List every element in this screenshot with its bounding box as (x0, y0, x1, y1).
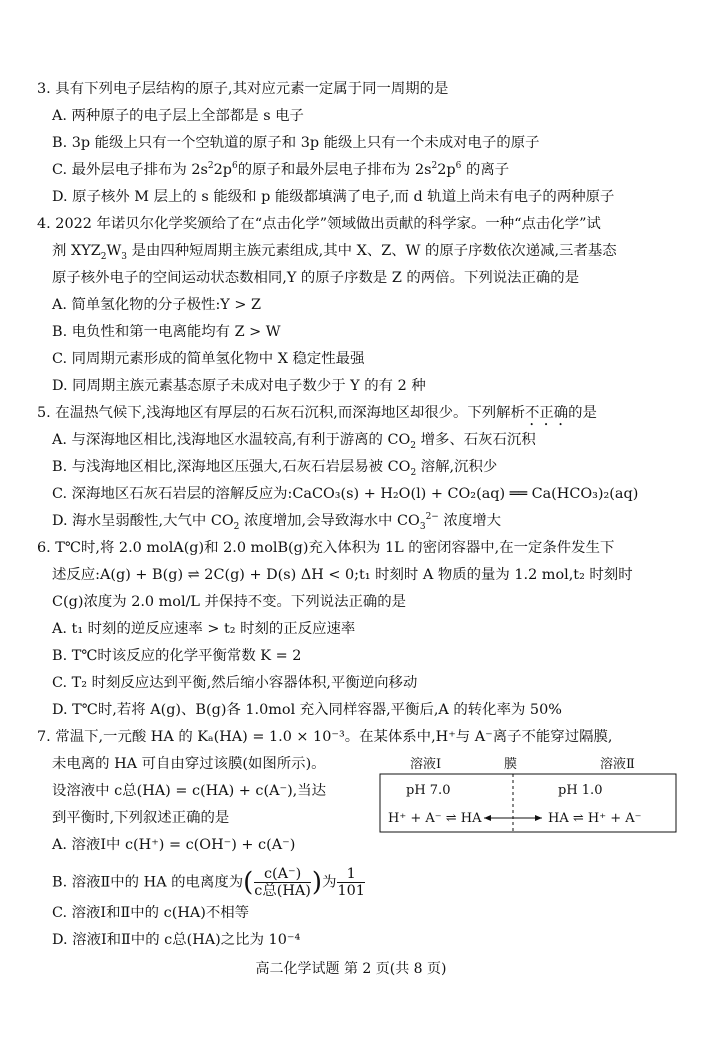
arrow-left-head (484, 815, 491, 821)
q6-stem-line2: 述反应:A(g) + B(g) ⇌ 2C(g) + D(s) ΔH < 0;t₁ 时刻时 A 物质的量为 1.2 mol,t₂ 时刻时 (52, 567, 633, 583)
q3-stem: 3. 具有下列电子层结构的原子,其对应元素一定属于同一周期的是 (37, 81, 449, 97)
arrow-right-head (535, 815, 542, 821)
q6-option-d: D. T℃时,若将 A(g)、B(g)各 1.0mol 充入同样容器,平衡后,A 的转化率为 50% (52, 702, 562, 718)
ionization-fraction: $\frac{c(A^-)}{\text{c总(HA)}}$ (254, 866, 311, 899)
membrane-diagram (378, 752, 678, 834)
diagram-equation2: HA ⇌ H⁺ + A⁻ (548, 811, 642, 826)
q7-option-c: C. 溶液Ⅰ和Ⅱ中的 c(HA)不相等 (52, 905, 250, 921)
q5-stem: 5. 在温热气候下,浅海地区有厚层的石灰石沉积,而深海地区却很少。下列解析不正确的是 (37, 405, 597, 421)
q3-option-c: C. 最外层电子排布为 $2s^22p^6$的原子和最外层电子排布为 $2s^22p^6$ 的离子 (52, 161, 510, 178)
q3-option-a: A. 两种原子的电子层上全部都是 s 电子 (52, 108, 304, 124)
q6-option-b: B. T℃时该反应的化学平衡常数 K = 2 (52, 648, 302, 664)
q5-option-b: B. 与浅海地区相比,深海地区压强大,石灰石岩层易被 $CO_2$ 溶解,沉积少 (52, 459, 498, 478)
q4-option-b: B. 电负性和第一电离能均有 Z > W (52, 324, 281, 340)
q6-option-c: C. T₂ 时刻反应达到平衡,然后缩小容器体积,平衡逆向移动 (52, 675, 418, 691)
q7-option-a: A. 溶液Ⅰ中 c(H⁺) = c(OH⁻) + c(A⁻) (52, 837, 296, 853)
q5-option-a: A. 与深海地区相比,浅海地区水温较高,有利于游离的 $CO_2$ 增多、石灰石沉积 (52, 432, 536, 451)
q7-stem-line1: 7. 常温下,一元酸 HA 的 Kₐ(HA) = 1.0 × 10⁻³。在某体系中,H⁺与 A⁻离子不能穿过隔膜, (37, 729, 613, 745)
q4-option-d: D. 同周期主族元素基态原子未成对电子数少于 Y 的有 2 种 (52, 378, 426, 394)
diagram-solution1-label: 溶液Ⅰ (410, 757, 442, 772)
q3-option-d: D. 原子核外 M 层上的 s 能级和 p 能级都填满了电子,而 d 轨道上尚未有电子的两种原子 (52, 189, 615, 205)
q4-stem-line2: 剂 $XYZ_2W_3$ 是由四种短周期主族元素组成,其中 X、Z、W 的原子序数依次递减,三者基态 (52, 243, 617, 262)
page-footer: 高二化学试题 第 2 页(共 8 页) (255, 961, 447, 977)
q5-option-c: C. 深海地区石灰石岩层的溶解反应为:CaCO₃(s) + H₂O(l) + CO₂(aq) ══ Ca(HCO₃)₂(aq) (52, 486, 639, 502)
q7-stem-line4: 到平衡时,下列叙述正确的是 (52, 810, 230, 826)
q7-stem-line2: 未电离的 HA 可自由穿过该膜(如图所示)。 (52, 756, 326, 772)
q7-option-d: D. 溶液Ⅰ和Ⅱ中的 c总(HA)之比为 10⁻⁴ (52, 932, 301, 948)
diagram-ph2: pH 1.0 (558, 783, 603, 798)
diagram-ph1: pH 7.0 (406, 783, 451, 798)
emphasis-text: 不正确 (524, 405, 569, 421)
q4-stem-line3: 原子核外电子的空间运动状态数相同,Y 的原子序数是 Z 的两倍。下列说法正确的是 (52, 270, 580, 286)
q7-stem-line3: 设溶液中 c总(HA) = c(HA) + c(A⁻),当达 (52, 783, 327, 799)
q7-option-b: B. 溶液Ⅱ中的 HA 的电离度为( $\frac{c(A^-)}{\text{c总(HA)}}$ )为 $\frac{1}{101}$ (52, 866, 365, 899)
q5-option-d: D. 海水呈弱酸性,大气中 $CO_2$ 浓度增加,会导致海水中 $CO_3^{2-}$ 浓度增大 (52, 512, 501, 532)
ratio-fraction: $\frac{1}{101}$ (337, 866, 365, 899)
q3-option-b: B. 3p 能级上只有一个空轨道的原子和 3p 能级上只有一个未成对电子的原子 (52, 135, 540, 151)
q6-option-a: A. t₁ 时刻的逆反应速率 > t₂ 时刻的正反应速率 (52, 621, 356, 637)
diagram-solution2-label: 溶液Ⅱ (600, 757, 635, 772)
q4-option-a: A. 简单氢化物的分子极性:Y > Z (52, 297, 262, 313)
q4-stem-line1: 4. 2022 年诺贝尔化学奖颁给了在“点击化学”领域做出贡献的科学家。一种“点击化学”试 (37, 216, 601, 232)
diagram-equation1: H⁺ + A⁻ ⇌ HA (388, 811, 482, 826)
q6-stem-line1: 6. T℃时,将 2.0 molA(g)和 2.0 molB(g)充入体积为 1L 的密闭容器中,在一定条件发生下 (37, 540, 615, 556)
q4-option-c: C. 同周期元素形成的简单氢化物中 X 稳定性最强 (52, 351, 365, 367)
diagram-membrane-label: 膜 (504, 757, 518, 772)
q6-stem-line3: C(g)浓度为 2.0 mol/L 并保持不变。下列说法正确的是 (52, 594, 407, 610)
